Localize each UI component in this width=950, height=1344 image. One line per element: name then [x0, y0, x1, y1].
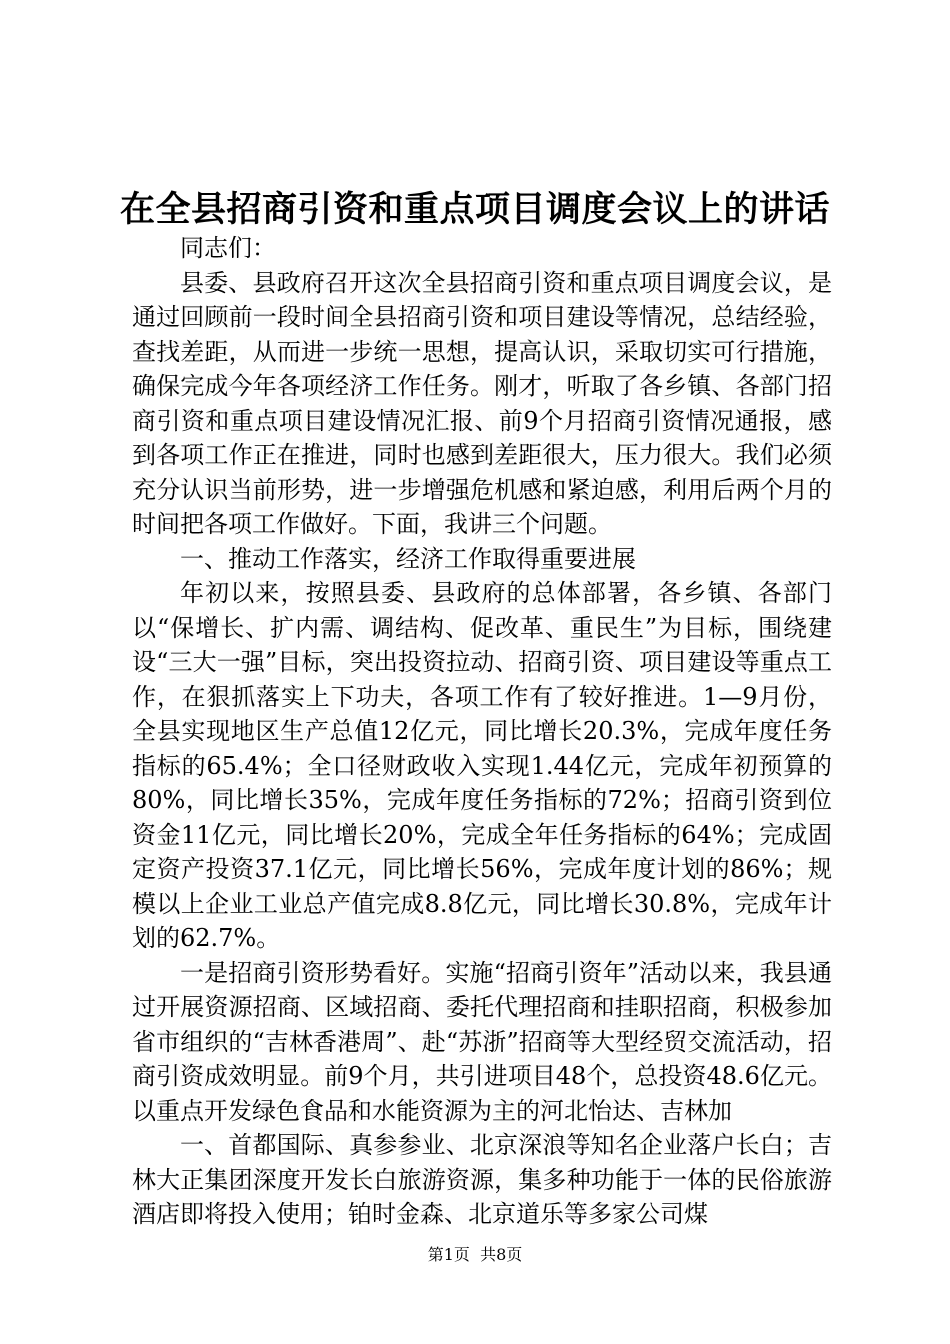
page-footer: [0, 1245, 950, 1265]
section-heading: 一、推动工作落实，经济工作取得重要进展: [180, 544, 636, 573]
body-paragraph: 年初以来，按照县委、县政府的总体部署，各乡镇、各部门以“保增长、扩内需、调结构、促改革、重民生”为目标，围绕建设“三大一强”目标，突出投资拉动、招商引资、项目建设等重点工作，在狠抓落实上下功夫，各项工作有了较好推进。1—9月份，全县实现地区生产总值12亿元，同比增长20.3%，完成年度任务指标的65.4%；全口径财政收入实现1.44亿元，完成年初预算的80%，同比增长35%，完成年度任务指标的72%；招商引资到位资金11亿元，同比增长20%，完成全年任务指标的64%；完成固定资产投资37.1亿元，同比增长56%，完成年度计划的86%；规模以上企业工业总产值完成8.8亿元，同比增长30.8%，完成年计划的62.7%。: [132, 579, 832, 952]
document-body: [132, 231, 832, 1232]
salutation-paragraph: 同志们：: [180, 234, 276, 262]
page-total: 共8页: [480, 1245, 523, 1264]
page-number: 第1页: [427, 1245, 470, 1264]
document-title: 在全县招商引资和重点项目调度会议上的讲话: [119, 189, 830, 230]
body-paragraph: 一、首都国际、真参参业、北京深浪等知名企业落户长白；吉林大正集团深度开发长白旅游资源，集多种功能于一体的民俗旅游酒店即将投入使用；铂时金森、北京道乐等多家公司煤: [132, 1131, 832, 1228]
body-paragraph: 县委、县政府召开这次全县招商引资和重点项目调度会议，是通过回顾前一段时间全县招商引资和项目建设等情况，总结经验，查找差距，从而进一步统一思想，提高认识，采取切实可行措施，确保完成今年各项经济工作任务。刚才，听取了各乡镇、各部门招商引资和重点项目建设情况汇报、前9个月招商引资情况通报，感到各项工作正在推进，同时也感到差距很大，压力很大。我们必须充分认识当前形势，进一步增强危机感和紧迫感，利用后两个月的时间把各项工作做好。下面，我讲三个问题。: [132, 268, 832, 538]
body-paragraph: 一是招商引资形势看好。实施“招商引资年”活动以来，我县通过开展资源招商、区域招商、委托代理招商和挂职招商，积极参加省市组织的“吉林香港周”、赴“苏浙”招商等大型经贸交流活动，招商引资成效明显。前9个月，共引进项目48个，总投资48.6亿元。以重点开发绿色食品和水能资源为主的河北怡达、吉林加: [132, 958, 832, 1125]
